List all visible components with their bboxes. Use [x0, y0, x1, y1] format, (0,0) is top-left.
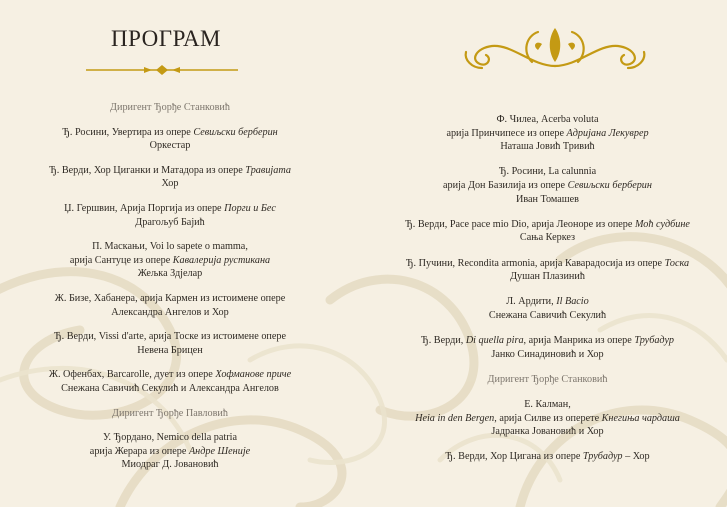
program-item	[20, 126, 320, 153]
work-title: Тоска	[664, 257, 690, 269]
program-item	[385, 218, 710, 245]
program-item	[20, 330, 320, 357]
work-line	[20, 202, 320, 216]
performer-line	[385, 231, 710, 245]
work-title: Трубадур	[634, 335, 674, 347]
text-segment: Ђ. Верди, Vissi d'arte, арија Тоске из истоимене опере	[53, 331, 287, 343]
work-line	[385, 113, 710, 127]
program-item	[385, 113, 710, 154]
text-segment: П. Маскањи, Voi lo sapete o mamma,	[92, 241, 248, 253]
work-title: Кавалерија рустикана	[172, 254, 271, 266]
work-title: Порги и Бес	[224, 202, 276, 214]
program-item	[385, 257, 710, 284]
program-item	[20, 164, 320, 191]
text-segment: У. Ђордано, Nemico della patria	[102, 432, 238, 444]
program-item	[20, 202, 320, 229]
performer-line	[20, 139, 320, 153]
text-segment: Оркестар	[149, 140, 191, 152]
performer-line	[385, 140, 710, 154]
text-segment: Јанко Синадиновић и Хор	[491, 348, 604, 360]
text-segment: Снежана Савичић Секулић	[488, 309, 607, 321]
work-line	[20, 254, 320, 268]
work-line	[385, 179, 710, 193]
text-segment: Ђ. Верди,	[421, 335, 466, 347]
program-item	[20, 240, 320, 281]
performer-line	[385, 270, 710, 284]
performer-line	[20, 382, 320, 396]
conductor-label: Диригент Ђорђе Станковић	[487, 373, 608, 385]
text-segment: Јадранка Јовановић и Хор	[491, 426, 604, 438]
work-line	[385, 412, 710, 426]
work-line	[20, 445, 320, 459]
flourish-ornament	[462, 22, 648, 74]
text-segment: Иван Томашев	[516, 193, 579, 205]
work-title: Il Bacio	[556, 296, 589, 308]
text-segment: Ф. Чилеа, Acerba voluta	[496, 114, 599, 125]
work-line	[385, 165, 710, 179]
work-title: Севиљски берберин	[193, 126, 278, 138]
text-segment: Александра Ангелов и Хор	[111, 306, 229, 318]
text-segment: Ђ. Росини, Увертира из опере	[62, 126, 194, 138]
work-title: Кнегиња чардаша	[601, 412, 680, 424]
text-segment: Ђ. Пучини, Recondita armonia, арија Каварадосија из опере	[405, 257, 665, 269]
text-segment: Џ. Гершвин, Арија Поргија из опере	[64, 202, 225, 214]
work-line	[385, 398, 710, 412]
page-title: ПРОГРАМ	[111, 26, 221, 51]
text-segment: Е. Калман,	[524, 399, 571, 411]
work-line	[20, 292, 320, 306]
work-title: Хофманове приче	[215, 369, 292, 381]
text-segment: Невена Брицен	[137, 344, 203, 356]
text-segment: арија Сантуце из опере	[69, 254, 173, 266]
text-segment: Ђ. Верди, Pace pace mio Dio, арија Леоноре из опере	[405, 218, 635, 230]
program-item	[20, 292, 320, 319]
text-segment: Миодраг Д. Јовановић	[121, 459, 219, 471]
text-segment: – Хор	[622, 451, 650, 463]
work-line	[20, 164, 320, 178]
conductor-label: Диригент Ђорђе Павловић	[112, 407, 228, 419]
text-segment: Ж. Бизе, Хабанера, арија Кармен из истоимене опере	[54, 292, 286, 304]
text-segment: арија Жерара из опере	[89, 445, 189, 457]
performer-line	[385, 309, 710, 323]
work-title: Травијата	[245, 164, 291, 176]
program-item	[385, 398, 710, 439]
work-line	[385, 334, 710, 348]
text-segment: Ђ. Верди, Хор Цигана из опере	[445, 451, 583, 463]
program-item	[385, 334, 710, 361]
text-segment: Хор	[161, 178, 179, 190]
program-item	[20, 431, 320, 472]
performer-line	[20, 306, 320, 320]
text-segment: Сања Керкез	[519, 232, 576, 244]
performer-line	[20, 344, 320, 358]
text-segment: Ђ. Росини, La calunnia	[498, 166, 597, 178]
text-segment: Ђ. Верди, Хор Циганки и Матадора из опере	[49, 164, 246, 176]
work-title: Heia in den Bergen	[415, 412, 495, 424]
work-line	[385, 218, 710, 232]
work-title: Севиљски берберин	[567, 179, 652, 191]
text-segment: , арија Силве из оперете	[494, 412, 602, 424]
work-line	[385, 127, 710, 141]
text-segment: Л. Ардити,	[506, 296, 557, 308]
work-line	[385, 450, 710, 464]
title-divider	[86, 64, 238, 76]
text-segment: Жељка Здјелар	[137, 268, 203, 280]
work-title: Адријана Лекуврер	[566, 127, 649, 139]
conductor-label: Диригент Ђорђе Станковић	[110, 102, 230, 113]
program-item	[20, 368, 320, 395]
work-title: Di quella pira	[465, 335, 524, 347]
work-line	[385, 295, 710, 309]
performer-line	[20, 177, 320, 191]
performer-line	[385, 193, 710, 207]
text-segment: Наташа Јовић Тривић	[500, 141, 595, 153]
performer-line	[385, 348, 710, 362]
work-line	[20, 330, 320, 344]
text-segment: арија Дон Базилија из опере	[443, 179, 568, 191]
program-item	[385, 450, 710, 464]
text-segment: , арија Манрика из опере	[523, 335, 635, 347]
text-segment: Драгољуб Бајић	[135, 216, 205, 228]
performer-line	[20, 216, 320, 230]
performer-line	[20, 267, 320, 281]
text-segment: Ж. Офенбах, Barcarolle, дует из опере	[48, 369, 216, 381]
performer-line	[20, 458, 320, 472]
text-segment: Душан Плазинић	[510, 271, 585, 283]
program-left-column	[20, 101, 320, 483]
program-item	[385, 165, 710, 206]
work-line	[20, 368, 320, 382]
work-title: Андре Шеније	[188, 445, 251, 457]
work-title: Трубадур	[582, 451, 623, 463]
performer-line	[385, 425, 710, 439]
program-right-column	[385, 113, 710, 476]
text-segment: Снежана Савичић Секулић и Александра Ангелов	[61, 382, 279, 394]
program-item	[385, 295, 710, 322]
work-line	[20, 431, 320, 445]
work-title: Моћ судбине	[634, 218, 690, 230]
work-line	[20, 240, 320, 254]
work-line	[385, 257, 710, 271]
work-line	[20, 126, 320, 140]
text-segment: арија Принчипесе из опере	[446, 127, 567, 139]
